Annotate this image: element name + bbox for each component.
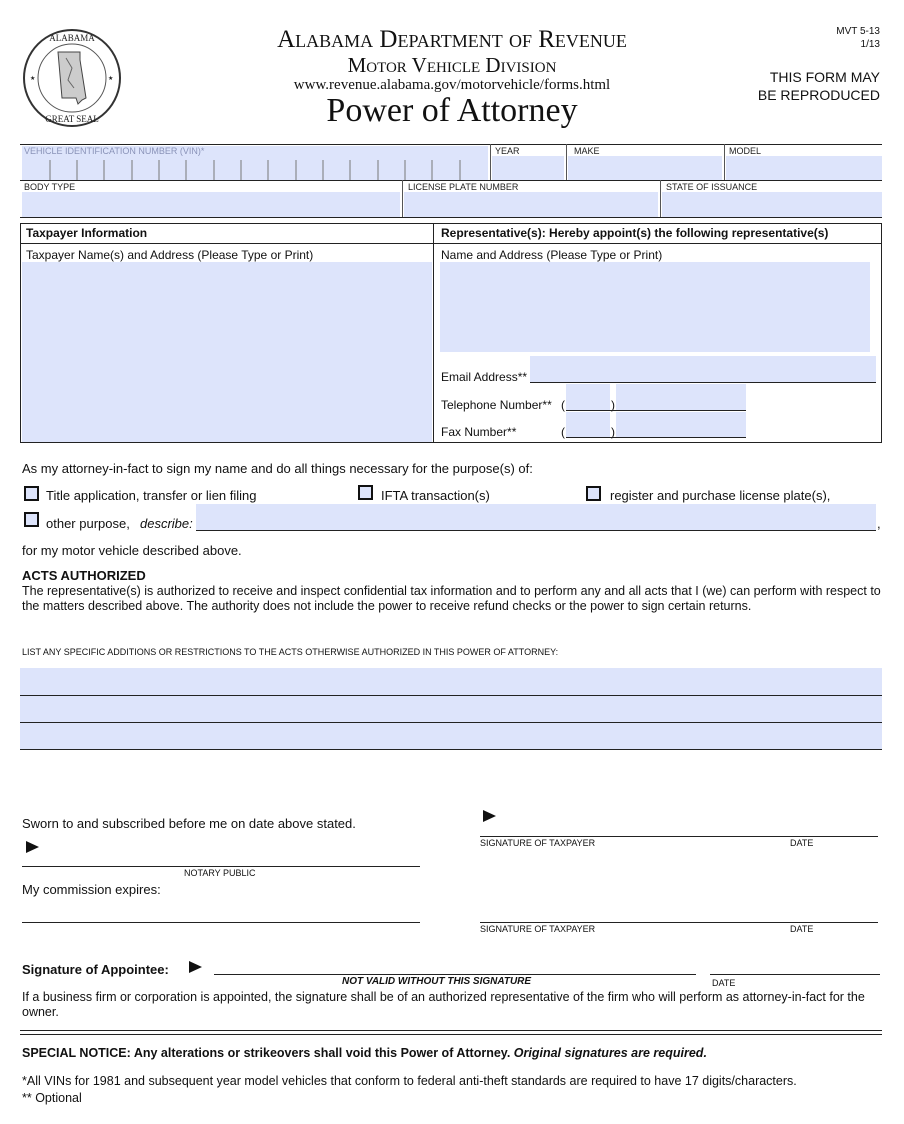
appointee-sign-arrow-icon [189, 961, 202, 973]
year-label: YEAR [495, 146, 520, 156]
body-type-label: BODY TYPE [24, 182, 76, 192]
acts-authorized-heading: ACTS AUTHORIZED [22, 568, 146, 583]
forms-url: www.revenue.alabama.gov/motorvehicle/forms.html [293, 77, 611, 93]
representative-heading: Representative(s): Hereby appoint(s) the following representative(s) [441, 226, 829, 240]
license-plate-input[interactable] [404, 192, 658, 217]
body-type-input[interactable] [22, 192, 400, 217]
taxpayer-signature-1-field[interactable] [480, 810, 878, 836]
sworn-statement: Sworn to and subscribed before me on date above stated. [22, 816, 356, 831]
acts-authorized-body: The representative(s) is authorized to receive and inspect confidential tax information and to perform any and all acts that I (we) can perform with respect to the matters described above. The authority does not include the power to receive refund checks or the power to sign certain returns. [22, 584, 881, 613]
make-input[interactable] [568, 156, 722, 180]
purpose-intro: As my attorney-in-fact to sign my name and do all things necessary for the purpose(s) of: [22, 461, 533, 476]
special-notice-text: SPECIAL NOTICE: Any alterations or strikeovers shall void this Power of Attorney. [22, 1046, 511, 1060]
model-input[interactable] [726, 156, 882, 180]
year-input[interactable] [492, 156, 564, 180]
optional-footnote: ** Optional [22, 1091, 82, 1105]
division-name: Motor Vehicle Division [347, 53, 557, 77]
other-purpose-checkbox[interactable] [24, 512, 39, 527]
representative-name-label: Name and Address (Please Type or Print) [441, 248, 663, 262]
business-appointee-note: If a business firm or corporation is appointed, the signature shall be of an authorized representative of the firm who will perform as attorney-in-fact for the owner. [22, 990, 865, 1019]
email-input[interactable] [530, 356, 876, 382]
taxpayer-heading: Taxpayer Information [26, 226, 148, 240]
ifta-checkbox[interactable] [358, 485, 373, 500]
fax-paren-close: ) [611, 425, 615, 439]
telephone-label: Telephone Number** [441, 398, 552, 412]
appointee-date-field[interactable] [710, 952, 880, 974]
title-application-label: Title application, transfer or lien filing [46, 488, 257, 503]
state-of-issuance-label: STATE OF ISSUANCE [666, 182, 758, 192]
additions-restrictions-label: LIST ANY SPECIFIC ADDITIONS OR RESTRICTIONS TO THE ACTS OTHERWISE AUTHORIZED IN THIS POWER OF ATTORNEY: [22, 647, 559, 657]
purpose-suffix: for my motor vehicle described above. [22, 543, 242, 558]
taxpayer-signature-1-date-label: DATE [790, 838, 814, 848]
form-title: Power of Attorney [326, 92, 578, 129]
appointee-signature-field[interactable] [214, 952, 696, 974]
other-purpose-description-input[interactable] [196, 504, 876, 530]
svg-text:★: ★ [30, 76, 36, 82]
representative-name-address-input[interactable] [440, 262, 870, 352]
license-plate-option-label: register and purchase license plate(s), [610, 488, 831, 503]
appointee-date-label: DATE [712, 978, 736, 988]
notary-public-label: NOTARY PUBLIC [184, 868, 256, 878]
describe-label: describe: [140, 516, 193, 531]
not-valid-notice: NOT VALID WITHOUT THIS SIGNATURE [342, 976, 532, 987]
email-label: Email Address** [441, 370, 528, 384]
svg-text:GREAT SEAL: GREAT SEAL [45, 114, 99, 124]
fax-number-input[interactable] [616, 412, 746, 437]
telephone-number-input[interactable] [616, 384, 746, 410]
telephone-paren-open: ( [561, 398, 565, 412]
svg-text:ALABAMA: ALABAMA [49, 33, 95, 43]
commission-expires-field[interactable] [22, 898, 420, 922]
appointee-signature-label: Signature of Appointee: [22, 962, 169, 977]
vin-footnote: *All VINs for 1981 and subsequent year model vehicles that conform to federal anti-theft standards are required to have 17 digits/characters. [22, 1074, 797, 1088]
restrictions-line-3-input[interactable] [20, 723, 882, 749]
restrictions-line-1-input[interactable] [20, 668, 882, 695]
vin-character-boxes [22, 156, 488, 180]
model-label: MODEL [729, 146, 762, 156]
taxpayer-signature-2-date-label: DATE [790, 924, 814, 934]
ifta-label: IFTA transaction(s) [381, 488, 490, 503]
special-notice [22, 1046, 707, 1060]
telephone-area-code-input[interactable] [566, 384, 610, 410]
make-label: MAKE [574, 146, 600, 156]
restrictions-line-2-input[interactable] [20, 696, 882, 722]
original-signatures-required: Original signatures are required. [513, 1046, 707, 1060]
other-purpose-label: other purpose, [46, 516, 130, 531]
state-of-issuance-input[interactable] [662, 192, 882, 217]
taxpayer-signature-1-label: SIGNATURE OF TAXPAYER [480, 838, 596, 848]
vin-label: VEHICLE IDENTIFICATION NUMBER (VIN)* [24, 146, 205, 156]
svg-text:★: ★ [108, 76, 114, 82]
describe-comma: , [877, 516, 881, 531]
telephone-paren-close: ) [611, 398, 615, 412]
license-plate-checkbox[interactable] [586, 486, 601, 501]
taxpayer-signature-2-label: SIGNATURE OF TAXPAYER [480, 924, 596, 934]
form-number: MVT 5-13 [836, 26, 880, 37]
department-name: Alabama Department of Revenue [277, 26, 627, 53]
taxpayer-name-label: Taxpayer Name(s) and Address (Please Type or Print) [26, 248, 314, 262]
license-plate-label: LICENSE PLATE NUMBER [408, 182, 519, 192]
title-application-checkbox[interactable] [24, 486, 39, 501]
form-revision-date: 1/13 [860, 39, 880, 50]
fax-paren-open: ( [561, 425, 565, 439]
notary-signature-field[interactable] [22, 840, 420, 866]
reproduce-note-line1: THIS FORM MAY [769, 69, 880, 85]
reproduce-note-line2: BE REPRODUCED [757, 87, 880, 103]
taxpayer-signature-2-field[interactable] [480, 896, 878, 922]
taxpayer-name-address-input[interactable] [22, 262, 432, 442]
fax-area-code-input[interactable] [566, 412, 610, 437]
fax-label: Fax Number** [441, 425, 517, 439]
commission-expires-label: My commission expires: [22, 882, 161, 897]
